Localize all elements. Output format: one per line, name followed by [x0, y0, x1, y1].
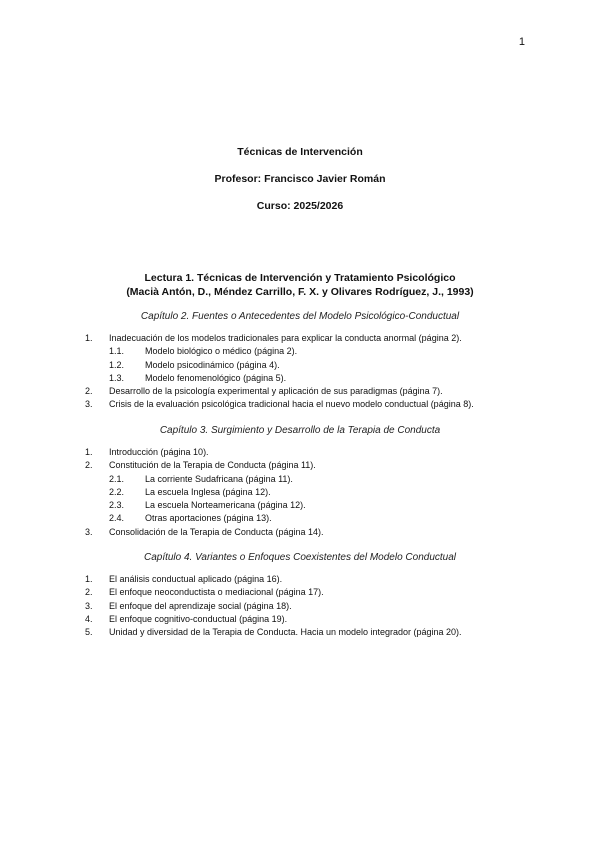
item-text: Crisis de la evaluación psicológica tradicional hacia el nuevo modelo conductual (página 8). — [109, 399, 474, 410]
chapter-item-list — [0, 573, 600, 639]
item-number: 5. — [85, 627, 93, 638]
list-item — [0, 385, 600, 398]
chapter-section — [0, 551, 600, 639]
list-subitem — [0, 512, 600, 525]
item-text: Otras aportaciones (página 13). — [145, 513, 272, 524]
item-text: Modelo biológico o médico (página 2). — [145, 346, 298, 357]
item-number: 1.1. — [109, 346, 125, 357]
chapter-section — [0, 424, 600, 539]
item-text: El enfoque neoconductista o mediacional (página 17). — [109, 587, 324, 598]
list-item — [0, 398, 600, 411]
item-text: Desarrollo de la psicología experimental y aplicación de sus paradigmas (página 7). — [109, 386, 443, 397]
item-number: 2. — [85, 587, 93, 598]
item-number: 1.3. — [109, 372, 125, 383]
list-item — [0, 459, 600, 472]
item-text: El enfoque cognitivo-conductual (página 19). — [109, 613, 288, 624]
item-text: Modelo fenomenológico (página 5). — [145, 372, 287, 383]
item-number: 1. — [85, 574, 93, 584]
chapter-item-list — [0, 446, 600, 539]
list-item — [0, 526, 600, 539]
item-number: 3. — [85, 600, 93, 611]
list-item — [0, 626, 600, 639]
reading-title-line2: (Macià Antón, D., Méndez Carrillo, F. X. y Olivares Rodríguez, J., 1993) — [126, 286, 474, 298]
item-number: 2.3. — [109, 500, 125, 511]
item-text: Inadecuación de los modelos tradicionales para explicar la conducta anormal (página 2). — [109, 333, 462, 343]
reading-title-line1: Lectura 1. Técnicas de Intervención y Tratamiento Psicológico — [144, 272, 456, 284]
list-subitem — [0, 473, 600, 486]
item-number: 4. — [85, 613, 93, 624]
item-number: 2.4. — [109, 513, 125, 524]
document-title: Técnicas de Intervención — [237, 146, 363, 158]
list-subitem — [0, 486, 600, 499]
list-item — [0, 446, 600, 459]
list-item — [0, 586, 600, 599]
chapter-title: Capítulo 3. Surgimiento y Desarrollo de la Terapia de Conducta — [159, 425, 441, 436]
list-subitem — [0, 499, 600, 512]
chapter-item-list — [0, 332, 600, 412]
item-number: 2.2. — [109, 486, 125, 497]
item-text: La escuela Norteamericana (página 12). — [145, 500, 306, 511]
list-item — [0, 600, 600, 613]
item-number: 3. — [85, 399, 93, 410]
list-subitem — [0, 359, 600, 372]
item-number: 1. — [85, 447, 93, 457]
item-number: 2.1. — [109, 473, 125, 484]
list-item — [0, 573, 600, 586]
chapter-title: Capítulo 4. Variantes o Enfoques Coexistentes del Modelo Conductual — [143, 552, 457, 563]
item-number: 2. — [85, 460, 93, 471]
list-item — [0, 613, 600, 626]
professor-line: Profesor: Francisco Javier Román — [214, 173, 386, 185]
item-text: Introducción (página 10). — [109, 447, 209, 457]
item-number: 3. — [85, 526, 93, 537]
list-subitem — [0, 345, 600, 358]
chapter-section — [0, 310, 600, 412]
item-text: Unidad y diversidad de la Terapia de Conducta. Hacia un modelo integrador (página 20). — [109, 627, 462, 638]
item-text: La corriente Sudafricana (página 11). — [145, 473, 293, 484]
item-text: Modelo psicodinámico (página 4). — [145, 359, 280, 370]
item-text: El análisis conductual aplicado (página 16). — [109, 574, 283, 584]
chapter-title: Capítulo 2. Fuentes o Antecedentes del Modelo Psicológico-Conductual — [140, 311, 460, 322]
document-header — [0, 146, 600, 227]
page-number: 1 — [518, 36, 525, 48]
course-line: Curso: 2025/2026 — [256, 200, 344, 212]
item-number: 2. — [85, 386, 93, 397]
item-text: El enfoque del aprendizaje social (página 18). — [109, 600, 292, 611]
reading-title — [0, 271, 600, 299]
list-subitem — [0, 372, 600, 385]
list-item — [0, 332, 600, 345]
item-text: Constitución de la Terapia de Conducta (página 11). — [109, 460, 316, 471]
item-text: Consolidación de la Terapia de Conducta (página 14). — [109, 526, 324, 537]
item-number: 1.2. — [109, 359, 125, 370]
item-number: 1. — [85, 333, 93, 343]
item-text: La escuela Inglesa (página 12). — [145, 486, 271, 497]
